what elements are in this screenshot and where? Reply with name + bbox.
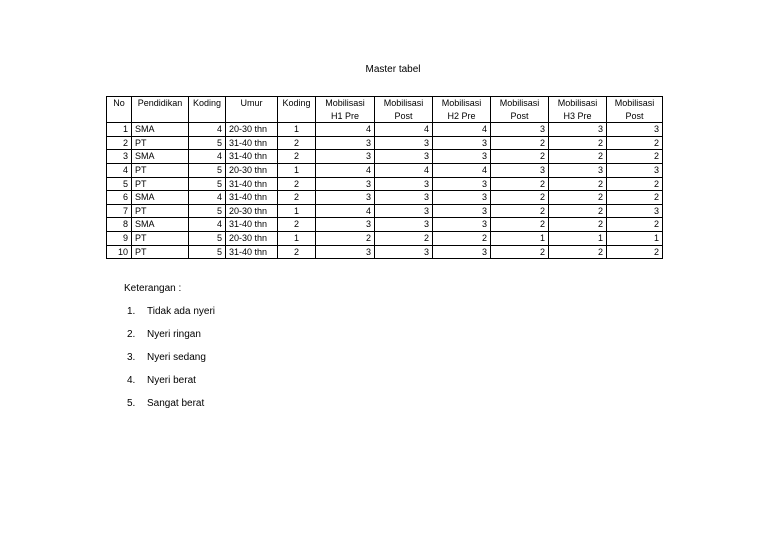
table-cell: 20-30 thn xyxy=(226,231,278,245)
table-cell: 3 xyxy=(433,177,491,191)
table-cell: 20-30 thn xyxy=(226,204,278,218)
table-cell: 3 xyxy=(107,150,132,164)
table-row xyxy=(107,191,663,205)
table-cell: 4 xyxy=(375,123,433,137)
legend xyxy=(124,283,215,421)
column-header-line: H2 Pre xyxy=(447,110,476,121)
column-header-line: Mobilisasi xyxy=(441,98,482,108)
legend-item-text: Nyeri ringan xyxy=(147,329,201,340)
table-cell: 2 xyxy=(549,150,607,164)
table-cell: 2 xyxy=(549,204,607,218)
table-cell: 3 xyxy=(375,245,433,259)
table-row xyxy=(107,218,663,232)
table-row xyxy=(107,177,663,191)
table-cell: 2 xyxy=(491,245,549,259)
table-cell: 2 xyxy=(491,204,549,218)
table-cell: 1 xyxy=(278,204,316,218)
table-cell: 3 xyxy=(491,163,549,177)
legend-item xyxy=(124,375,215,398)
table-cell: 5 xyxy=(189,163,226,177)
table-cell: 31-40 thn xyxy=(226,218,278,232)
table-cell: 5 xyxy=(189,204,226,218)
table-cell: 3 xyxy=(433,204,491,218)
table-cell: 3 xyxy=(433,150,491,164)
table-cell: 2 xyxy=(549,218,607,232)
column-header-line: Post xyxy=(510,110,529,121)
table-cell: 2 xyxy=(607,218,663,232)
table-cell: 2 xyxy=(278,136,316,150)
master-table xyxy=(106,96,663,259)
table-cell: 3 xyxy=(607,204,663,218)
table-cell: 2 xyxy=(607,191,663,205)
table-cell: 4 xyxy=(375,163,433,177)
table-cell: 2 xyxy=(607,150,663,164)
table-cell: PT xyxy=(132,231,189,245)
table-cell: 3 xyxy=(375,204,433,218)
table-cell: 4 xyxy=(107,163,132,177)
table-cell: 2 xyxy=(316,231,375,245)
table-cell: 31-40 thn xyxy=(226,136,278,150)
column-header-line: Pendidikan xyxy=(137,98,183,108)
table-cell: 1 xyxy=(278,231,316,245)
table-cell: 4 xyxy=(316,163,375,177)
table-cell: PT xyxy=(132,136,189,150)
legend-item xyxy=(124,352,215,375)
table-cell: 3 xyxy=(316,177,375,191)
table-cell: 2 xyxy=(278,245,316,259)
table-cell: 1 xyxy=(278,123,316,137)
column-header-line: Koding xyxy=(282,98,311,108)
table-cell: 3 xyxy=(433,218,491,232)
table-cell: 2 xyxy=(491,136,549,150)
table-cell: 5 xyxy=(107,177,132,191)
column-header-line: Post xyxy=(625,110,644,121)
table-cell: 4 xyxy=(433,123,491,137)
table-cell: 20-30 thn xyxy=(226,123,278,137)
column-header xyxy=(549,97,607,123)
table-cell: 3 xyxy=(549,163,607,177)
table-cell: 1 xyxy=(491,231,549,245)
table-cell: 2 xyxy=(433,231,491,245)
table-cell: SMA xyxy=(132,218,189,232)
column-header-line: H1 Pre xyxy=(330,110,359,121)
column-header xyxy=(226,97,278,123)
column-header xyxy=(132,97,189,123)
legend-item xyxy=(124,306,215,329)
column-header-line: Post xyxy=(394,110,413,121)
column-header-line: Mobilisasi xyxy=(614,98,655,108)
column-header-line: Mobilisasi xyxy=(499,98,540,108)
table-cell: 10 xyxy=(107,245,132,259)
column-header-line: H3 Pre xyxy=(563,110,592,121)
table-cell: 2 xyxy=(549,191,607,205)
table-cell: 20-30 thn xyxy=(226,163,278,177)
table-row xyxy=(107,136,663,150)
legend-item-text: Nyeri sedang xyxy=(147,352,206,363)
table-cell: 4 xyxy=(189,191,226,205)
column-header xyxy=(189,97,226,123)
table-cell: 7 xyxy=(107,204,132,218)
legend-item-text: Tidak ada nyeri xyxy=(147,306,215,317)
table-cell: 3 xyxy=(316,218,375,232)
table-cell: 4 xyxy=(433,163,491,177)
column-header-line: Mobilisasi xyxy=(325,98,365,108)
table-cell: 3 xyxy=(375,191,433,205)
table-row xyxy=(107,245,663,259)
table-row xyxy=(107,231,663,245)
legend-list xyxy=(124,306,215,421)
table-cell: 3 xyxy=(375,136,433,150)
column-header-line: Mobilisasi xyxy=(557,98,598,108)
table-row xyxy=(107,204,663,218)
table-cell: SMA xyxy=(132,150,189,164)
legend-item xyxy=(124,398,215,421)
table-header-row xyxy=(107,97,663,123)
table-cell: 2 xyxy=(607,136,663,150)
table-row xyxy=(107,123,663,137)
table-cell: 5 xyxy=(189,136,226,150)
table-cell: 3 xyxy=(491,123,549,137)
table-cell: 5 xyxy=(189,245,226,259)
table-cell: 2 xyxy=(549,177,607,191)
table-cell: 5 xyxy=(189,231,226,245)
legend-item xyxy=(124,329,215,352)
table-cell: SMA xyxy=(132,123,189,137)
table-cell: PT xyxy=(132,245,189,259)
column-header xyxy=(433,97,491,123)
column-header xyxy=(491,97,549,123)
table-row xyxy=(107,163,663,177)
table-body xyxy=(107,123,663,259)
table-cell: 2 xyxy=(491,218,549,232)
table-cell: PT xyxy=(132,163,189,177)
table-cell: 2 xyxy=(491,191,549,205)
column-header-line: Umur xyxy=(240,98,263,108)
table-cell: 3 xyxy=(316,245,375,259)
table-cell: 2 xyxy=(375,231,433,245)
table-cell: 8 xyxy=(107,218,132,232)
table-cell: 31-40 thn xyxy=(226,150,278,164)
legend-item-number: 4. xyxy=(127,375,136,386)
table-cell: 6 xyxy=(107,191,132,205)
table-cell: 3 xyxy=(433,136,491,150)
table-cell: 3 xyxy=(433,245,491,259)
legend-item-text: Sangat berat xyxy=(147,398,205,409)
table-cell: 4 xyxy=(316,204,375,218)
table-cell: 9 xyxy=(107,231,132,245)
legend-item-text: Nyeri berat xyxy=(147,375,196,386)
table-cell: 2 xyxy=(107,136,132,150)
table-cell: 3 xyxy=(607,123,663,137)
legend-item-number: 3. xyxy=(127,352,136,363)
table-cell: 3 xyxy=(549,123,607,137)
table-cell: 2 xyxy=(491,150,549,164)
table-row xyxy=(107,150,663,164)
table-cell: PT xyxy=(132,177,189,191)
table-cell: 1 xyxy=(107,123,132,137)
column-header xyxy=(107,97,132,123)
table-cell: 1 xyxy=(607,231,663,245)
legend-item-number: 1. xyxy=(127,306,136,317)
table-cell: 4 xyxy=(316,123,375,137)
table-cell: 5 xyxy=(189,177,226,191)
table-cell: 2 xyxy=(278,150,316,164)
table-cell: 3 xyxy=(375,177,433,191)
page-title: Master tabel xyxy=(365,64,421,75)
table-cell: 2 xyxy=(278,191,316,205)
table-cell: 3 xyxy=(433,191,491,205)
column-header xyxy=(607,97,663,123)
table-cell: 2 xyxy=(491,177,549,191)
table-cell: 1 xyxy=(278,163,316,177)
table-cell: SMA xyxy=(132,191,189,205)
table-cell: 31-40 thn xyxy=(226,245,278,259)
column-header-line: Mobilisasi xyxy=(383,98,424,108)
column-header xyxy=(375,97,433,123)
table-cell: 3 xyxy=(316,191,375,205)
legend-item-number: 2. xyxy=(127,329,136,340)
table-cell: 2 xyxy=(278,177,316,191)
table-cell: 3 xyxy=(316,136,375,150)
table-cell: 3 xyxy=(607,163,663,177)
table-cell: 2 xyxy=(607,245,663,259)
table-cell: 2 xyxy=(549,136,607,150)
column-header-line: No xyxy=(113,98,125,108)
table-cell: 1 xyxy=(549,231,607,245)
table-cell: 4 xyxy=(189,123,226,137)
column-header xyxy=(316,97,375,123)
column-header xyxy=(278,97,316,123)
legend-item-number: 5. xyxy=(127,398,136,409)
table-cell: 3 xyxy=(375,150,433,164)
table-cell: 4 xyxy=(189,218,226,232)
table-cell: 31-40 thn xyxy=(226,177,278,191)
column-header-line: Koding xyxy=(192,98,222,108)
table-cell: 4 xyxy=(189,150,226,164)
table-cell: 2 xyxy=(278,218,316,232)
table-cell: 2 xyxy=(549,245,607,259)
table-cell: PT xyxy=(132,204,189,218)
legend-heading: Keterangan : xyxy=(124,283,182,294)
table-cell: 2 xyxy=(607,177,663,191)
table-cell: 3 xyxy=(316,150,375,164)
table-cell: 31-40 thn xyxy=(226,191,278,205)
table-cell: 3 xyxy=(375,218,433,232)
